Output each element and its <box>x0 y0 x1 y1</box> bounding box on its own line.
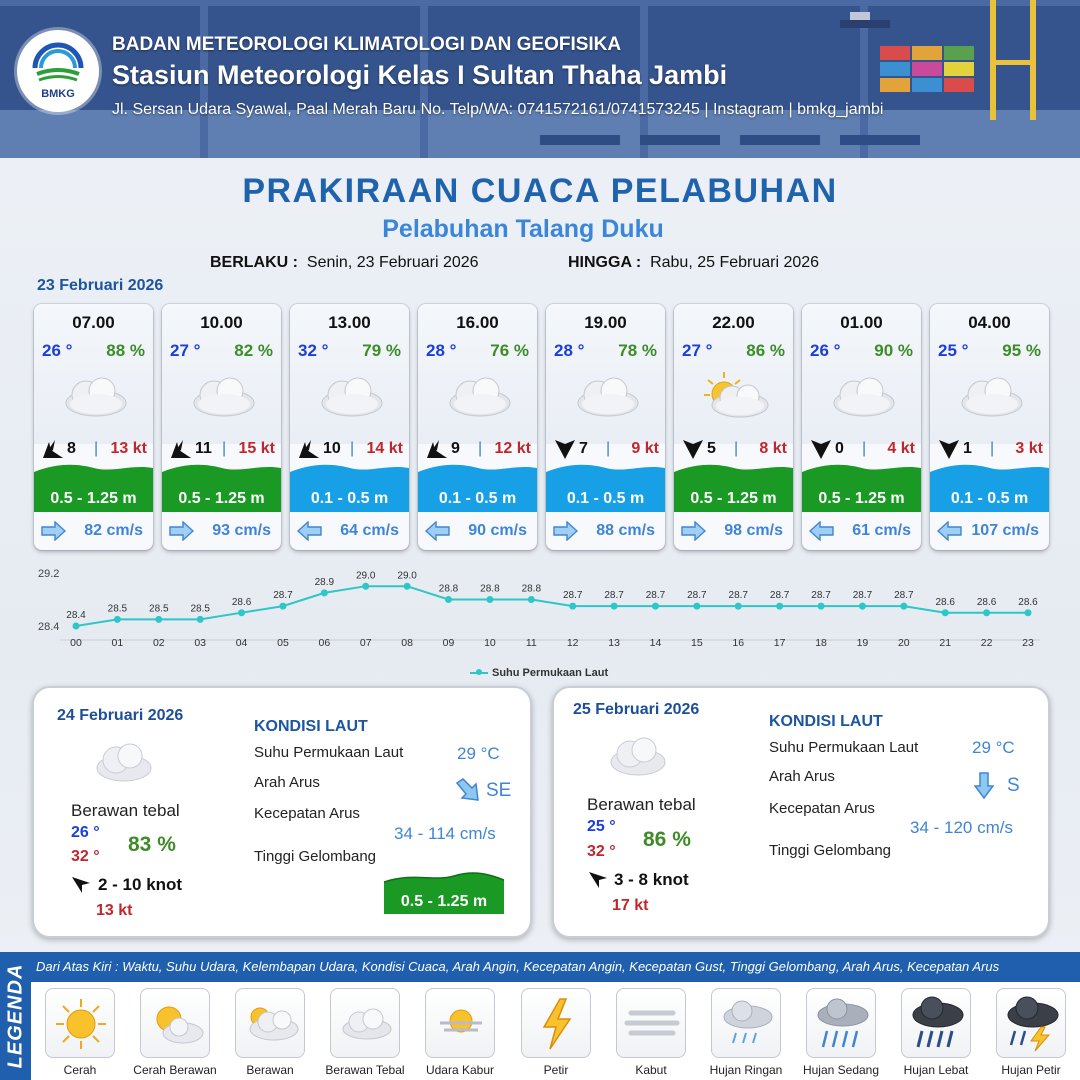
light-rain-icon <box>711 988 781 1058</box>
day2-sst-label: Suhu Permukaan Laut <box>254 744 404 761</box>
card-wind-speed: 8 <box>67 440 76 457</box>
day3-sst-value: 29 °C <box>972 738 1015 757</box>
sst-data-label: 28.8 <box>480 583 500 595</box>
current-direction-icon <box>809 521 834 541</box>
card-time: 19.00 <box>584 313 627 332</box>
day3-condition: Berawan tebal <box>587 795 696 814</box>
valid-from-value: Senin, 23 Februari 2026 <box>306 254 479 271</box>
current-direction-icon <box>41 521 66 541</box>
x-tick-label: 16 <box>732 637 745 649</box>
card-separator: | <box>478 440 483 457</box>
sst-data-label: 28.7 <box>645 590 666 602</box>
sst-point <box>362 583 369 590</box>
sun-cloud-icon <box>140 988 210 1058</box>
page-title: PRAKIRAAN CUACA PELABUHAN <box>242 172 838 210</box>
sst-data-label: 28.7 <box>562 590 583 602</box>
card-temperature: 25 ° <box>938 341 969 360</box>
legend-item <box>606 988 696 1077</box>
sst-point <box>114 616 121 623</box>
x-tick-label: 02 <box>152 637 165 649</box>
day1-date: 23 Februari 2026 <box>37 277 164 294</box>
sst-data-label: 28.5 <box>149 603 169 615</box>
card-gust: 13 kt <box>110 440 147 457</box>
sst-data-label: 28.7 <box>728 590 748 602</box>
sst-point <box>693 603 700 610</box>
wind-direction-icon <box>425 438 449 460</box>
overcast-icon <box>92 738 156 784</box>
card-gust: 12 kt <box>494 440 531 457</box>
y-tick-label: 28.4 <box>38 621 60 633</box>
page-subtitle: Pelabuhan Talang Duku <box>382 215 664 243</box>
partly-cloudy-icon <box>696 370 772 420</box>
card-humidity: 82 % <box>234 341 273 360</box>
card-gust: 14 kt <box>366 440 403 457</box>
legend-item <box>415 988 505 1077</box>
card-gust: 9 kt <box>631 440 659 457</box>
legend-item-label: Kabut <box>635 1063 667 1077</box>
card-time: 13.00 <box>328 313 371 332</box>
card-time: 10.00 <box>200 313 243 332</box>
card-gust: 4 kt <box>887 440 915 457</box>
card-separator: | <box>222 440 227 457</box>
legend-item-label: Berawan Tebal <box>325 1063 405 1077</box>
header-banner <box>0 0 1080 158</box>
card-current-speed: 90 cm/s <box>468 522 527 539</box>
current-direction-icon <box>681 521 706 541</box>
legend-item <box>891 988 981 1077</box>
wind-direction-icon <box>41 438 65 460</box>
legend-item <box>225 988 315 1077</box>
card-wave-height: 0.1 - 0.5 m <box>950 490 1029 507</box>
card-current-speed: 98 cm/s <box>724 522 783 539</box>
card-separator: | <box>94 440 99 457</box>
x-tick-label: 07 <box>359 637 372 649</box>
heavy-rain-icon <box>901 988 971 1058</box>
day2-kondisi-title: KONDISI LAUT <box>254 718 368 735</box>
station-name: Stasiun Meteorologi Kelas I Sultan Thaha Jambi <box>112 60 728 90</box>
card-current-speed: 61 cm/s <box>852 522 911 539</box>
sst-data-label: 28.7 <box>852 590 873 602</box>
sst-data-label: 29.0 <box>356 570 376 582</box>
x-tick-label: 22 <box>980 637 993 649</box>
card-humidity: 88 % <box>106 341 145 360</box>
card-wave-height: 0.5 - 1.25 m <box>818 490 905 507</box>
sst-point <box>652 603 659 610</box>
card-current-speed: 82 cm/s <box>84 522 143 539</box>
card-humidity: 95 % <box>1002 341 1041 360</box>
x-tick-label: 23 <box>1022 637 1034 649</box>
wind-arrow-icon <box>70 875 92 895</box>
sst-point <box>818 603 825 610</box>
legend-item-label: Hujan Sedang <box>802 1063 880 1077</box>
valid-from-label: BERLAKU : <box>210 254 298 271</box>
card-gust: 8 kt <box>759 440 787 457</box>
forecast-card <box>930 304 1049 550</box>
sst-point <box>404 583 411 590</box>
card-humidity: 78 % <box>618 341 657 360</box>
legend-item-label: Hujan Lebat <box>903 1063 969 1077</box>
sst-point <box>197 616 204 623</box>
day3-tmin: 25 ° <box>587 818 616 835</box>
legend-item-label: Cerah Berawan <box>133 1063 217 1077</box>
day3-current-speed-value: 34 - 120 cm/s <box>910 818 1013 837</box>
x-tick-label: 10 <box>484 637 496 649</box>
x-tick-label: 15 <box>691 637 703 649</box>
chart-legend <box>470 667 608 679</box>
day3-tmax: 32 ° <box>587 843 616 860</box>
cloudy-icon <box>568 370 644 420</box>
card-time: 07.00 <box>72 313 115 332</box>
card-separator: | <box>350 440 355 457</box>
card-wave-height: 0.5 - 1.25 m <box>178 490 265 507</box>
bmkg-logo <box>17 30 99 112</box>
legend-item <box>130 988 220 1077</box>
card-wind-speed: 7 <box>579 440 588 457</box>
card-separator: | <box>862 440 867 457</box>
card-temperature: 28 ° <box>426 341 457 360</box>
x-tick-label: 19 <box>856 637 869 649</box>
day2-current-dir-label: Arah Arus <box>254 774 320 791</box>
day3-wave-label: Tinggi Gelombang <box>769 842 892 859</box>
day3-kondisi-title: KONDISI LAUT <box>769 713 883 730</box>
card-wave-height: 0.1 - 0.5 m <box>566 490 645 507</box>
legend-item <box>320 988 410 1077</box>
day2-wave-label: Tinggi Gelombang <box>254 848 377 865</box>
day2-box <box>32 686 532 938</box>
card-wind-speed: 1 <box>963 440 972 457</box>
card-gust: 3 kt <box>1015 440 1043 457</box>
current-direction-icon <box>553 521 578 541</box>
card-wind-speed: 11 <box>195 440 212 457</box>
legend-item <box>701 988 791 1077</box>
sst-data-label: 28.6 <box>935 596 955 608</box>
sst-data-label: 28.5 <box>190 603 210 615</box>
haze-icon <box>425 988 495 1058</box>
valid-from <box>210 254 479 272</box>
x-tick-label: 14 <box>649 637 662 649</box>
day2-current-dir-value: SE <box>486 780 512 801</box>
x-tick-label: 11 <box>525 637 537 649</box>
day3-humidity: 86 % <box>643 828 691 851</box>
card-separator: | <box>734 440 739 457</box>
x-tick-label: 18 <box>815 637 827 649</box>
legend-item <box>511 988 601 1077</box>
card-temperature: 32 ° <box>298 341 329 360</box>
x-tick-label: 08 <box>401 637 413 649</box>
sst-data-label: 28.7 <box>604 590 624 602</box>
card-gust: 15 kt <box>238 440 275 457</box>
day3-current-speed-label: Kecepatan Arus <box>769 800 875 817</box>
current-direction-icon <box>425 521 450 541</box>
sst-point <box>983 609 990 616</box>
card-time: 16.00 <box>456 313 499 332</box>
day2-tmin: 26 ° <box>71 824 100 841</box>
sst-line <box>76 583 1028 626</box>
card-wind-speed: 10 <box>323 440 341 457</box>
day2-current-speed-label: Kecepatan Arus <box>254 805 360 822</box>
sst-data-label: 28.8 <box>521 583 542 595</box>
card-wave-height: 0.1 - 0.5 m <box>310 490 389 507</box>
card-humidity: 90 % <box>874 341 913 360</box>
legend-bar <box>0 952 1080 1080</box>
sst-data-label: 28.6 <box>976 596 997 608</box>
card-separator: | <box>990 440 995 457</box>
moderate-rain-icon <box>806 988 876 1058</box>
card-time: 01.00 <box>840 313 883 332</box>
sst-data-label: 28.4 <box>66 610 86 621</box>
card-wind-speed: 9 <box>451 440 460 457</box>
sst-data-label: 28.7 <box>811 590 831 602</box>
forecast-card <box>418 304 537 550</box>
sunny-icon <box>45 988 115 1058</box>
legend-item <box>35 988 125 1077</box>
card-separator: | <box>606 440 611 457</box>
sst-point <box>73 623 80 630</box>
card-humidity: 79 % <box>362 341 401 360</box>
legend-item-label: Udara Kabur <box>425 1063 495 1077</box>
sst-point <box>900 603 907 610</box>
sst-data-label: 28.7 <box>687 590 707 602</box>
sst-point <box>735 603 742 610</box>
forecast-card <box>546 304 665 550</box>
current-direction-icon <box>937 521 962 541</box>
forecast-card <box>34 304 153 550</box>
card-wind-speed: 5 <box>707 440 716 457</box>
cloudy-icon <box>56 370 132 420</box>
sst-point <box>1025 609 1032 616</box>
wind-direction-icon <box>681 438 705 460</box>
day2-wave-value: 0.5 - 1.25 m <box>400 893 488 910</box>
card-wave-height: 0.5 - 1.25 m <box>690 490 777 507</box>
day3-date: 25 Februari 2026 <box>573 701 700 718</box>
day2-tmax: 32 ° <box>71 848 100 865</box>
x-tick-label: 13 <box>608 637 620 649</box>
sst-point <box>279 603 286 610</box>
sst-data-label: 29.0 <box>397 570 417 582</box>
sst-point <box>528 596 535 603</box>
sst-data-label: 28.6 <box>231 596 252 608</box>
thunderstorm-icon <box>996 988 1066 1058</box>
sst-point <box>942 609 949 616</box>
day3-gust: 17 kt <box>612 897 649 914</box>
overcast-icon <box>330 988 400 1058</box>
x-tick-label: 20 <box>897 637 910 649</box>
sst-point <box>569 603 576 610</box>
forecast-card <box>290 304 409 550</box>
forecast-cards <box>34 304 1054 550</box>
x-tick-label: 12 <box>566 637 579 649</box>
overcast-icon <box>606 732 670 778</box>
day2-current-speed-value: 34 - 114 cm/s <box>394 824 496 843</box>
sst-point <box>611 603 618 610</box>
sst-point <box>859 603 866 610</box>
legend-item-label: Hujan Ringan <box>709 1063 783 1077</box>
day3-current-dir-label: Arah Arus <box>769 768 835 785</box>
sst-data-label: 28.7 <box>769 590 790 602</box>
day2-gust: 13 kt <box>96 902 133 919</box>
sst-point <box>445 596 452 603</box>
card-temperature: 27 ° <box>170 341 201 360</box>
sst-point <box>155 616 162 623</box>
day3-sst-label: Suhu Permukaan Laut <box>769 739 919 756</box>
sst-point <box>238 609 245 616</box>
card-current-speed: 107 cm/s <box>971 522 1039 539</box>
cloudy-icon <box>952 370 1028 420</box>
card-time: 04.00 <box>968 313 1011 332</box>
wind-direction-icon <box>809 438 833 460</box>
card-wave-height: 0.1 - 0.5 m <box>438 490 517 507</box>
sst-point <box>321 589 328 596</box>
wind-direction-icon <box>169 438 193 460</box>
card-wave-height: 0.5 - 1.25 m <box>50 490 137 507</box>
x-tick-label: 03 <box>194 637 207 649</box>
valid-to <box>568 254 819 272</box>
x-tick-label: 09 <box>442 637 455 649</box>
x-tick-label: 01 <box>111 637 124 649</box>
legend-item <box>796 988 886 1077</box>
day2-wind: 2 - 10 knot <box>98 875 183 894</box>
valid-to-value: Rabu, 25 Februari 2026 <box>650 254 820 271</box>
legend-item-label: Cerah <box>63 1063 97 1077</box>
station-address: Jl. Sersan Udara Syawal, Paal Merah Baru No. Telp/WA: 0741572161/0741573245 | Instagram | bmkg_jambi <box>112 101 884 118</box>
legend-title: LEGENDA <box>4 963 27 1069</box>
legend-item <box>986 988 1076 1077</box>
wind-direction-icon <box>297 438 321 460</box>
legend-title-strip <box>0 952 31 1080</box>
day2-condition: Berawan tebal <box>71 801 180 820</box>
sst-point <box>776 603 783 610</box>
wind-arrow-icon <box>587 870 609 890</box>
day3-wind: 3 - 8 knot <box>614 870 689 889</box>
fog-icon <box>616 988 686 1058</box>
day2-date: 24 Februari 2026 <box>57 707 184 724</box>
legend-description: Dari Atas Kiri : Waktu, Suhu Udara, Kelembapan Udara, Kondisi Cuaca, Arah Angin, Kecepatan Angin, Kecepatan Gust, Tinggi Gelombang, Arah Arus, Kecepatan Arus <box>31 952 1080 982</box>
legend-marker <box>470 672 488 674</box>
lightning-icon <box>521 988 591 1058</box>
logo-text: BMKG <box>41 88 75 100</box>
card-temperature: 27 ° <box>682 341 713 360</box>
wind-direction-icon <box>553 438 577 460</box>
x-tick-label: 05 <box>277 637 289 649</box>
valid-to-label: HINGGA : <box>568 254 642 271</box>
x-tick-label: 00 <box>70 637 82 649</box>
forecast-card <box>162 304 281 550</box>
card-time: 22.00 <box>712 313 755 332</box>
legend-item-label: Berawan <box>246 1063 294 1077</box>
card-current-speed: 93 cm/s <box>212 522 271 539</box>
current-s-arrow-icon <box>974 772 994 800</box>
y-tick-label: 29.2 <box>38 568 60 580</box>
legend-item-label: Hujan Petir <box>1001 1063 1061 1077</box>
legend-item-label: Petir <box>543 1063 569 1077</box>
day3-current-dir-value: S <box>1007 775 1020 796</box>
day2-humidity: 83 % <box>128 833 176 856</box>
current-direction-icon <box>169 521 194 541</box>
sst-data-label: 28.9 <box>314 576 335 588</box>
card-humidity: 86 % <box>746 341 785 360</box>
wind-direction-icon <box>937 438 961 460</box>
sst-data-label: 28.8 <box>438 583 459 595</box>
cloudy-icon <box>440 370 516 420</box>
x-tick-label: 17 <box>773 637 786 649</box>
x-tick-label: 06 <box>318 637 331 649</box>
sst-data-label: 28.7 <box>273 590 293 602</box>
card-temperature: 26 ° <box>42 341 73 360</box>
sst-data-label: 28.6 <box>1018 596 1038 608</box>
card-current-speed: 88 cm/s <box>596 522 655 539</box>
card-humidity: 76 % <box>490 341 529 360</box>
sst-data-label: 28.7 <box>894 590 914 602</box>
legend-series-name: Suhu Permukaan Laut <box>492 667 609 679</box>
agency-name: BADAN METEOROLOGI KLIMATOLOGI DAN GEOFISIKA <box>112 34 622 55</box>
card-wind-speed: 0 <box>835 440 844 457</box>
x-tick-label: 04 <box>235 637 248 649</box>
card-temperature: 28 ° <box>554 341 585 360</box>
sst-data-label: 28.5 <box>107 603 128 615</box>
cloudy-icon <box>312 370 388 420</box>
sst-point <box>486 596 493 603</box>
card-temperature: 26 ° <box>810 341 841 360</box>
cloudy-icon <box>184 370 260 420</box>
cloudy-icon <box>824 370 900 420</box>
x-tick-label: 21 <box>939 637 952 649</box>
forecast-card <box>674 304 793 550</box>
card-current-speed: 64 cm/s <box>340 522 399 539</box>
day2-sst-value: 29 °C <box>457 744 500 763</box>
day3-box <box>552 686 1050 938</box>
forecast-card <box>802 304 921 550</box>
partly-cloudy-icon <box>235 988 305 1058</box>
current-se-arrow-icon <box>454 778 482 804</box>
current-direction-icon <box>297 521 322 541</box>
